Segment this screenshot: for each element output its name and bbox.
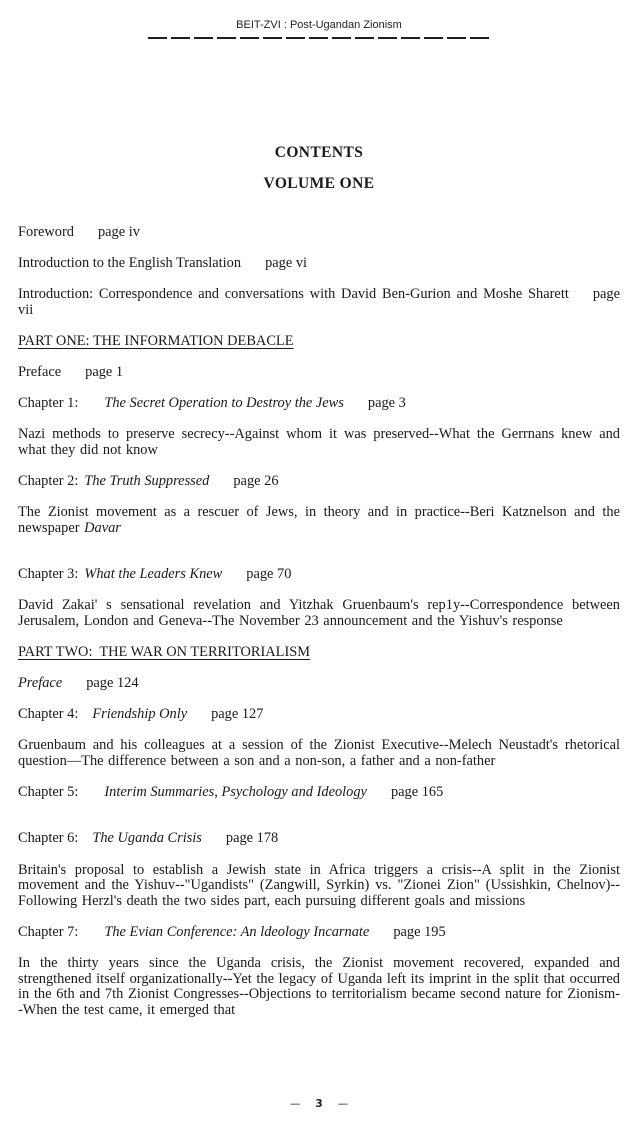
- chapter-label: Chapter 4:: [18, 706, 79, 723]
- page-footer: [0, 1098, 638, 1110]
- chapter-title: What the Leaders Knew: [84, 566, 223, 583]
- chapter-2-description: [18, 505, 620, 536]
- chapter-title: The Truth Suppressed: [84, 472, 210, 489]
- chapter-6-row: [18, 831, 620, 847]
- chapter-title: Friendship Only: [92, 706, 188, 723]
- toc-entry-preface-one: [18, 365, 620, 381]
- chapter-title: The Uganda Crisis: [92, 830, 202, 847]
- entry-page-ref: page 124: [86, 675, 139, 691]
- chapter-page-ref: page 178: [225, 830, 279, 847]
- part-two-heading: PART TWO: THE WAR ON TERRITORIALISM: [18, 643, 311, 660]
- chapter-page-ref: page 195: [393, 923, 446, 940]
- header-rule: [148, 37, 490, 39]
- chapter-page-ref: page 127: [211, 706, 264, 723]
- chapter-6-description: Britain's proposal to establish a Jewish state in Africa triggers a crisis--A split in the Zionist movement and the Yishuv--"Ugandists" (Zangwill, Syrkin) vs. "Zionei Zion" (Ussishkin, Chelnov)--Following Herzl's death the two sides part, each pursuing different goals and missions: [18, 861, 620, 909]
- toc-entry-intro-translation: [18, 256, 620, 272]
- chapter-page-ref: page 3: [367, 395, 406, 412]
- entry-page-ref: page iv: [97, 224, 140, 240]
- chapter-label: Chapter 7:: [18, 923, 79, 940]
- chapter-3-row: [18, 567, 620, 583]
- entry-page-ref: page vi: [265, 255, 308, 272]
- chapter-5-row: [18, 785, 620, 801]
- toc-entry-foreword: [18, 225, 620, 241]
- chapter-label: Chapter 5:: [18, 783, 79, 800]
- chapter-3-description: David Zakai' s sensational revelation and Yitzhak Gruenbaum's rep1y--Correspondence between Jerusalem, London and Geneva--The November 23 announcement and the Yishuv's response: [18, 597, 620, 629]
- toc-entry-preface-two: [18, 676, 620, 692]
- chapter-title: The Evian Conference: An ldeology Incarnate: [104, 923, 370, 940]
- entry-label: Introduction to the English Translation: [18, 255, 242, 272]
- running-header-title: BEIT-ZVI : Post-Ugandan Zionism: [236, 19, 402, 31]
- entry-label: Foreword: [18, 224, 74, 240]
- entry-label: Preface: [18, 363, 62, 380]
- chapter-2-row: [18, 474, 620, 490]
- chapter-page-ref: page 70: [246, 566, 292, 583]
- chapter-1-description: Nazi methods to preserve secrecy--Against whom it was preserved--What the Gerrnans knew and what they did not know: [18, 426, 620, 458]
- volume-heading: VOLUME ONE: [263, 175, 375, 192]
- chapter-title: Interim Summaries, Psychology and Ideology: [104, 783, 367, 800]
- chapter-label: Chapter 2:: [18, 472, 79, 489]
- footer-dash-left: —: [289, 1098, 301, 1110]
- entry-label: Preface: [18, 675, 63, 691]
- chapter-page-ref: page 26: [233, 472, 279, 489]
- part-one-heading: PART ONE: THE INFORMATION DEBACLE: [18, 332, 294, 349]
- footer-dash-right: —: [337, 1098, 349, 1110]
- toc-entry-intro-conversations: [18, 287, 620, 318]
- description-text: The Zionist movement as a rescuer of Jews, in theory and in practice--Beri Katznelson and the newspaper: [18, 503, 620, 536]
- chapter-7-description: In the thirty years since the Uganda crisis, the Zionist movement recovered, expanded and strengthened itself organizationally--Yet the legacy of Uganda left its imprint in the split that occurred in the 6th and 7th Zionist Congresses--Objections to territorialism became second nature for Zionism--When the test came, it emerged that: [18, 954, 620, 1018]
- contents-heading: CONTENTS: [274, 144, 364, 161]
- chapter-4-row: [18, 707, 620, 723]
- page-number: 3: [315, 1098, 323, 1110]
- table-of-contents: [18, 145, 620, 1018]
- chapter-title: The Secret Operation to Destroy the Jews: [104, 395, 344, 412]
- entry-page-ref: page vii: [18, 286, 620, 318]
- entry-label: Introduction: Correspondence and conversations with David Ben-Gurion and Moshe Sharett: [18, 286, 569, 303]
- newspaper-name: Davar: [84, 519, 121, 536]
- chapter-1-row: [18, 396, 620, 412]
- chapter-label: Chapter 1:: [18, 395, 79, 412]
- chapter-page-ref: page 165: [390, 783, 444, 800]
- chapter-4-description: Gruenbaum and his colleagues at a session of the Zionist Executive--Melech Neustadt's rhetorical question—The difference between a son and a non-son, a father and a non-father: [18, 737, 620, 769]
- chapter-label: Chapter 6:: [18, 830, 79, 847]
- chapter-label: Chapter 3:: [18, 566, 79, 583]
- entry-page-ref: page 1: [85, 363, 124, 380]
- chapter-7-row: [18, 925, 620, 941]
